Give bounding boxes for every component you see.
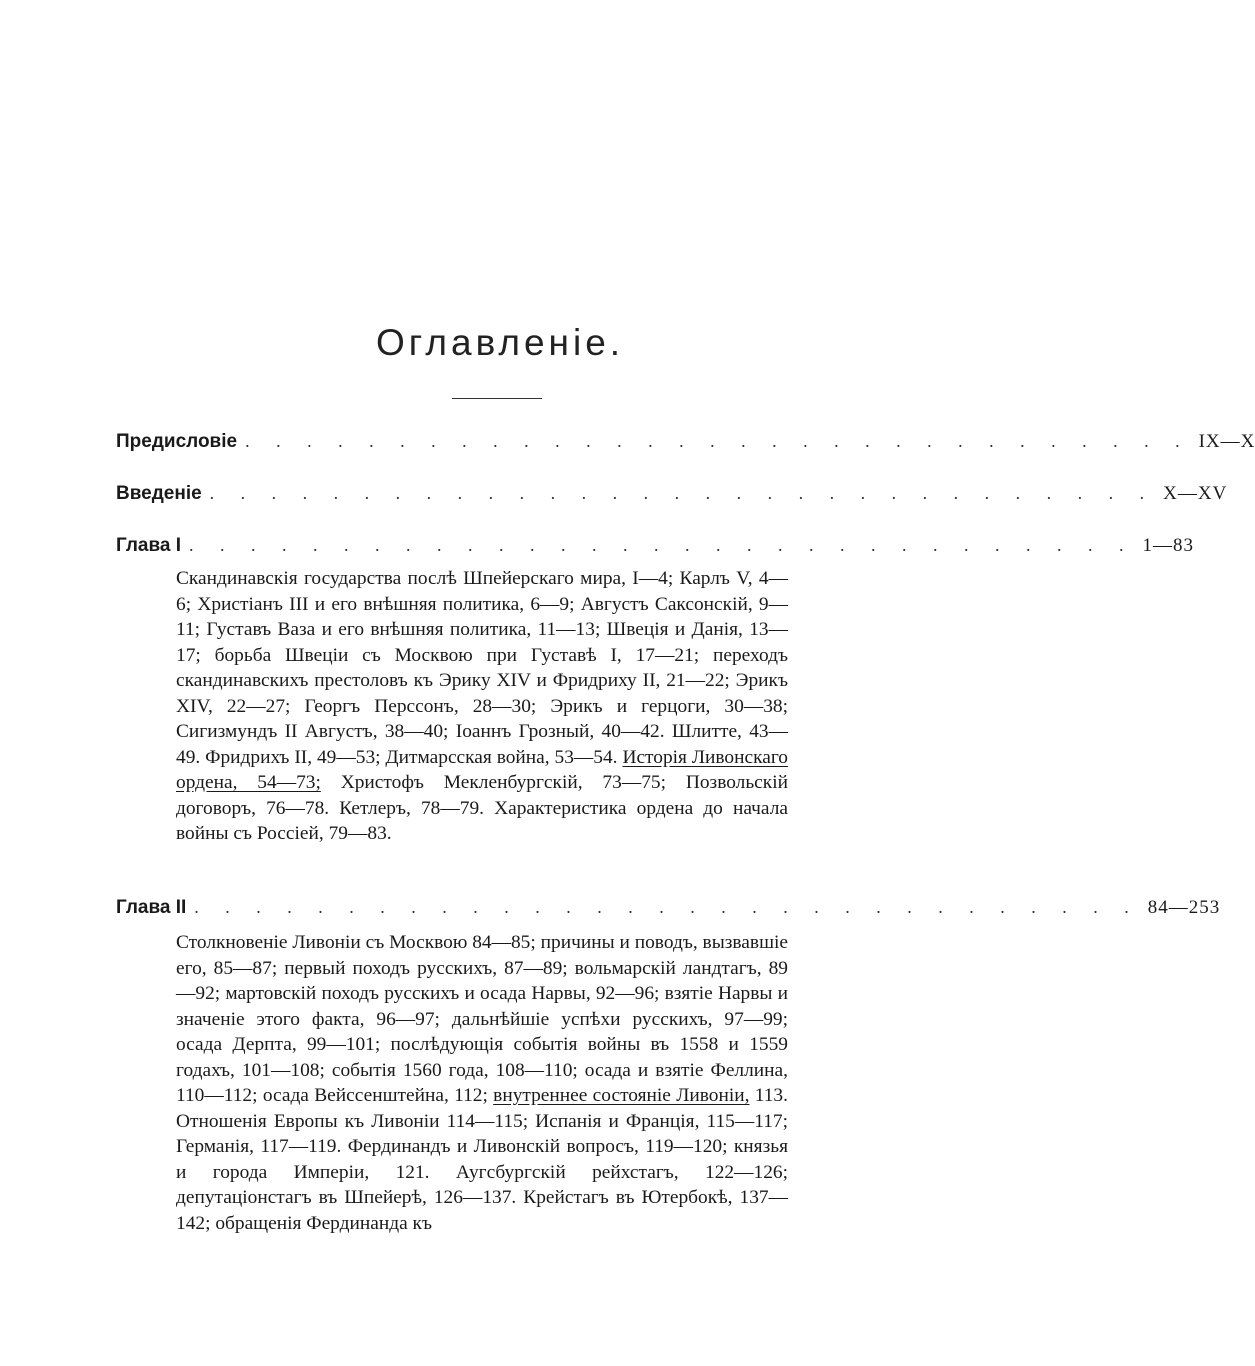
title-divider <box>452 398 542 399</box>
toc-heading: Введеніе <box>116 483 202 504</box>
toc-entry-chapter-2[interactable] <box>116 897 1221 927</box>
toc-entry-chapter-1[interactable] <box>116 535 1195 565</box>
summary-text: Скандинавскія государства послѣ Шпейерскаго мира, I—4; Карлъ V, 4—6; Христіанъ III и его внѣшняя политика, 6—9; Августъ Саксонскій, 9—11; Густавъ Ваза и его внѣшняя политика, 11—13; Швеція и Данія, 13—17; борьба Швеціи съ Москвою при Густавѣ I, 17—21; переходъ скандинавскихъ престоловъ къ Эрику XIV и Фридриху II, 21—22; Эрикъ XIV, 22—27; Георгъ Перссонъ, 28—30; Эрикъ и герцоги, 30—38; Сигизмундъ II Августъ, 38—40; Іоаннъ Грозный, 40—42. Шлитте, 43—49. Фридрихъ II, 49—53; Дитмарсская война, 53—54. <box>176 568 788 768</box>
chapter-2-summary <box>176 930 788 1236</box>
toc-entry-preface[interactable] <box>116 431 1255 461</box>
dot-leader: . . . . . . . . . . . . . . . . . . . . . . . . . . . . . . . <box>194 897 1140 917</box>
summary-underlined-text: внутреннее состояніе Ливоніи, <box>493 1085 750 1106</box>
summary-text: 113. Отношенія Европы къ Ливоніи 114—115; Испанія и Франція, 115—117; Германія, 117—119. Фердинандъ и Ливонскій вопросъ, 119—120; князья и города Имперіи, 121. Аугсбургскій рейхстагъ, 122—126; депутаціонстагъ въ Шпейерѣ, 126—137. Крейстагъ въ Ютербокѣ, 137—142; обращенія Фердинанда къ <box>176 1085 788 1234</box>
toc-pages: IX—X <box>1198 431 1255 452</box>
toc-heading: Глава II <box>116 897 187 918</box>
page-title: Оглавленіе. <box>375 322 625 363</box>
toc-pages: 1—83 <box>1142 535 1195 556</box>
summary-text: Христофъ Мекленбургскій, 73—75; Позвольскій договоръ, 76—78. Кетлеръ, 78—79. Характеристика ордена до начала войны съ Россіей, 79—83. <box>176 772 788 844</box>
dot-leader: . . . . . . . . . . . . . . . . . . . . . . . . . . . . . . . <box>189 535 1135 555</box>
toc-entry-introduction[interactable] <box>116 483 1228 513</box>
toc-heading: Глава I <box>116 535 182 556</box>
toc-heading: Предисловіе <box>116 431 238 452</box>
chapter-1-summary <box>176 566 788 847</box>
toc-pages: X—XV <box>1163 483 1228 504</box>
toc-pages: 84—253 <box>1147 897 1221 918</box>
summary-underlined-text: Исторія Ливонскаго ордена, 54—73; <box>176 746 788 793</box>
dot-leader: . . . . . . . . . . . . . . . . . . . . . . . . . . . . . . . <box>245 431 1191 451</box>
dot-leader: . . . . . . . . . . . . . . . . . . . . . . . . . . . . . . . <box>209 483 1156 503</box>
summary-text: Столкновеніе Ливоніи съ Москвою 84—85; причины и поводъ, вызвавшіе его, 85—87; первый походъ русскихъ, 87—89; вольмарскій ландтагъ, 89—92; мартовскій походъ русскихъ и осада Нарвы, 92—96; взятіе Нарвы и значеніе этого факта, 96—97; дальнѣйшіе успѣхи русскихъ, 97—99; осада Дерпта, 99—101; послѣдующія событія войны въ 1558 и 1559 годахъ, 101—108; событія 1560 года, 108—110; осада и взятіе Феллина, 110—112; осада Вейссенштейна, 112; <box>176 932 788 1106</box>
